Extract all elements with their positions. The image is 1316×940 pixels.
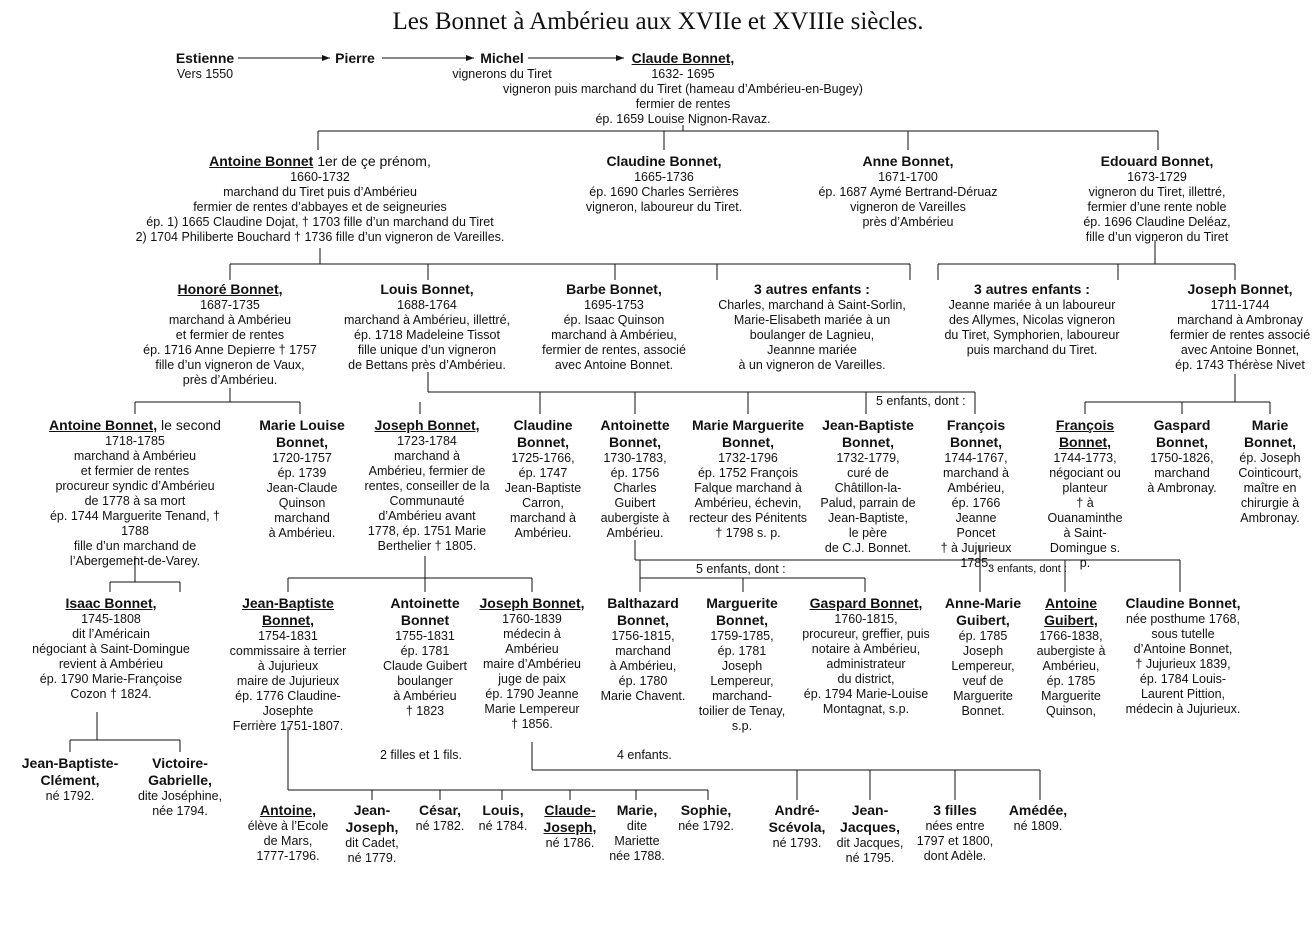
- person-detail: vigneron du Tiret, illettré,: [1088, 185, 1226, 199]
- person-detail: d’Antoine Bonnet,: [1133, 642, 1233, 656]
- person-detail: ép. 1747: [518, 466, 568, 480]
- person-name: Michel: [480, 50, 524, 66]
- antoinette-children-label: 3 enfants, dont :: [988, 563, 1067, 575]
- person-balthazard: [596, 595, 691, 704]
- person-detail: marchand à Ambérieu: [168, 313, 292, 327]
- person-detail: chirurgie à: [1240, 496, 1300, 510]
- person-honore: [130, 281, 330, 388]
- person-detail: planteur: [1062, 481, 1108, 495]
- person-detail: Ambérieu,: [1042, 659, 1100, 673]
- person-name: François Bonnet,: [946, 417, 1006, 450]
- person-autres3b: [932, 281, 1132, 358]
- person-anne1: [808, 153, 1008, 230]
- person-name: Jean-Baptiste Bonnet,: [242, 595, 334, 628]
- person-detail: boulanger de Lagnieu,: [749, 328, 875, 342]
- person-detail: Ambérieu: [505, 642, 559, 656]
- person-antoinette1: [595, 417, 675, 541]
- person-detail: ép. 1744 Marguerite Tenand, † 1788: [49, 509, 221, 538]
- person-detail: 2) 1704 Philiberte Bouchard † 1736 fille d’un vigneron de Vareilles.: [135, 230, 505, 244]
- person-detail: près d’Ambérieu: [862, 215, 954, 229]
- person-annemarie: [938, 595, 1028, 719]
- person-detail: dont Adèle.: [923, 849, 987, 863]
- person-detail: fermier d’une rente noble: [1087, 200, 1227, 214]
- person-detail: marchand-: [712, 689, 772, 703]
- person-antoine3: [1031, 595, 1111, 719]
- person-detail: 1720-1757: [272, 451, 332, 465]
- person-detail: ép. 1659 Louise Nignon-Ravaz.: [595, 112, 771, 126]
- person-detail: fille d’un vigneron du Tiret: [1085, 230, 1229, 244]
- person-detail: puis marchand du Tiret.: [966, 343, 1098, 357]
- person-detail: né 1792.: [45, 789, 95, 803]
- person-detail: 1671-1700: [878, 170, 938, 184]
- person-name: 3 autres enfants :: [754, 281, 870, 297]
- person-detail: à Ambronay.: [1147, 481, 1217, 495]
- person-detail: † 1798 s. p.: [715, 526, 781, 540]
- person-name: Honoré Bonnet,: [177, 281, 283, 297]
- person-detail: † à Jujurieux 1785.: [940, 541, 1012, 570]
- person-detail: Quinson,: [1045, 704, 1097, 718]
- person-detail: toilier de Tenay,: [698, 704, 786, 718]
- person-detail: ép. 1752 François: [697, 466, 799, 480]
- person-isaac: [11, 595, 211, 702]
- person-detail: Joseph: [962, 644, 1004, 658]
- person-detail: ép. 1718 Madeleine Tissot: [354, 328, 500, 342]
- person-detail: 1755-1831: [395, 629, 455, 643]
- person-marie1: [1235, 417, 1305, 526]
- person-detail: 1723-1784: [397, 434, 457, 448]
- person-detail: Marie-Elisabeth mariée à un: [733, 313, 891, 327]
- person-detail: veuf de: [962, 674, 1004, 688]
- person-name: Marie Marguerite Bonnet,: [691, 417, 805, 450]
- person-detail: né 1786.: [545, 836, 595, 850]
- person-detail: marchand: [1154, 466, 1210, 480]
- person-detail: ép. 1785: [1046, 674, 1096, 688]
- person-name: Louis,: [482, 802, 524, 818]
- person-detail: médecin à Jujurieux.: [1125, 702, 1241, 716]
- person-detail: à Jujurieux: [257, 659, 319, 673]
- antoinette2-children-note: 2 filles et 1 fils.: [380, 748, 462, 762]
- person-name-suffix: 1er de çe prénom,: [313, 153, 431, 169]
- antoine2-children-label: 5 enfants, dont :: [696, 562, 786, 576]
- person-detail: à Saint-: [1063, 526, 1107, 540]
- person-detail: Cozon † 1824.: [70, 687, 152, 701]
- person-detail: 1711-1744: [1210, 298, 1270, 312]
- person-name: Claudine Bonnet,: [513, 417, 573, 450]
- person-francois2: [1045, 417, 1125, 571]
- person-detail: 1754-1831: [258, 629, 318, 643]
- person-detail: administrateur: [826, 657, 906, 671]
- person-detail: du Tiret, Symphorien, laboureur: [944, 328, 1120, 342]
- person-detail: marchand à Ambronay: [1177, 313, 1303, 327]
- person-detail: à Ambérieu.: [268, 526, 336, 540]
- person-detail: ép. 1687 Aymé Bertrand-Déruaz: [818, 185, 998, 199]
- person-name: Amédée,: [1008, 802, 1068, 818]
- person-name: César,: [418, 802, 462, 818]
- person-detail: Bonnet.: [961, 704, 1005, 718]
- person-detail: 1745-1808: [81, 612, 141, 626]
- person-amedee: [938, 802, 1138, 834]
- person-detail: Jeannne mariée: [767, 343, 857, 357]
- person-detail: 1744-1767,: [944, 451, 1008, 465]
- person-claudine1: [564, 153, 764, 215]
- person-detail: juge de paix: [498, 672, 566, 686]
- person-detail: ép. 1696 Claudine Deléaz,: [1083, 215, 1231, 229]
- person-detail: né 1779.: [347, 851, 397, 865]
- person-detail: Ambérieu, fermier de: [368, 464, 486, 478]
- person-detail: négociant à Saint-Domingue: [32, 642, 190, 656]
- person-detail: marchand: [274, 511, 330, 525]
- person-name: Gaspard Bonnet,: [809, 595, 923, 611]
- person-detail: ép. 1781: [400, 644, 450, 658]
- person-name: Gaspard Bonnet,: [1153, 417, 1211, 450]
- person-detail: Marguerite: [1041, 689, 1101, 703]
- person-detail: Châtillon-la-: [834, 481, 902, 495]
- person-detail: ép. 1794 Marie-Louise: [803, 687, 929, 701]
- person-detail: avec Antoine Bonnet.: [554, 358, 674, 372]
- person-name: Marie,: [616, 802, 658, 818]
- person-detail: procureur syndic d’Ambérieu: [55, 479, 215, 493]
- person-detail: 1732-1779,: [836, 451, 900, 465]
- person-detail: 1759-1785,: [710, 629, 774, 643]
- person-detail: né 1795.: [845, 851, 895, 865]
- person-detail: Guibert: [614, 496, 656, 510]
- person-jbaptiste1: [813, 417, 923, 556]
- person-detail: † Jujurieux 1839,: [1135, 657, 1231, 671]
- person-detail: marchand à Ambérieu, illettré,: [343, 313, 511, 327]
- person-detail: ép. 1766: [951, 496, 1001, 510]
- person-detail: Charles: [613, 481, 657, 495]
- person-name: Jean-Joseph,: [345, 802, 399, 835]
- person-detail: 1732-1796: [718, 451, 778, 465]
- person-detail: de 1778 à sa mort: [84, 494, 186, 508]
- person-detail: 1718-1785: [105, 434, 165, 448]
- person-detail: Communauté: [389, 494, 465, 508]
- person-name: Estienne: [175, 50, 235, 66]
- person-detail: 1777-1796.: [256, 849, 320, 863]
- person-name: Anne Bonnet,: [862, 153, 954, 169]
- person-detail: Ambérieu.: [606, 526, 664, 540]
- person-gaspard1: [1142, 417, 1222, 496]
- person-detail: fermier de rentes d’abbayes et de seigneuries: [193, 200, 447, 214]
- person-name: Joseph Bonnet,: [479, 595, 585, 611]
- person-detail: commissaire à terrier: [229, 644, 347, 658]
- person-detail: Ambérieu, échevin,: [694, 496, 802, 510]
- person-detail: 1725-1766,: [511, 451, 575, 465]
- person-name: Jean-Jacques,: [840, 802, 900, 835]
- person-detail: Lempereur,: [710, 674, 774, 688]
- person-detail: marchand du Tiret puis d’Ambérieu: [223, 185, 417, 199]
- person-name: Louis Bonnet,: [380, 281, 474, 297]
- person-detail: 1760-1815,: [834, 612, 898, 626]
- person-detail: Montagnat, s.p.: [822, 702, 910, 716]
- person-jbaptiste2: [223, 595, 353, 734]
- person-detail: à un vigneron de Vareilles.: [738, 358, 886, 372]
- person-detail: dite: [626, 819, 648, 833]
- person-name: Anne-Marie Guibert,: [944, 595, 1022, 628]
- person-detail: procureur, greffier, puis: [802, 627, 930, 641]
- person-detail: Claude Guibert: [382, 659, 468, 673]
- person-detail: maire de Jujurieux: [236, 674, 340, 688]
- person-louis: [327, 281, 527, 373]
- person-detail: dit Jacques,: [836, 836, 904, 850]
- person-name: Marguerite Bonnet,: [706, 595, 778, 628]
- person-joseph1: [1140, 281, 1316, 373]
- person-name: 3 filles: [933, 802, 977, 818]
- person-francois1: [936, 417, 1016, 571]
- person-name: Jean-Baptiste-Clément,: [21, 755, 119, 788]
- person-detail: marchand à Ambérieu,: [551, 328, 677, 342]
- person-name: Marie Louise Bonnet,: [259, 417, 345, 450]
- person-name: Joseph Bonnet,: [374, 417, 480, 433]
- person-detail: Berthelier † 1805.: [377, 539, 477, 553]
- person-detail: fermier de rentes associé: [1169, 328, 1311, 342]
- person-detail: 1665-1736: [634, 170, 694, 184]
- person-detail: 1632- 1695: [651, 67, 715, 81]
- person-name: Claudine Bonnet,: [1125, 595, 1241, 611]
- person-name: Claudine Bonnet,: [606, 153, 722, 169]
- person-detail: née 1792.: [678, 819, 734, 833]
- person-detail: de Bettans près d’Ambérieu.: [348, 358, 506, 372]
- person-name: Isaac Bonnet,: [65, 595, 157, 611]
- person-detail: ép. 1776 Claudine-Josephte: [235, 689, 341, 718]
- louis-children-label: 5 enfants, dont :: [876, 394, 966, 408]
- person-detail: Ferrière 1751-1807.: [232, 719, 344, 733]
- person-antoine1: [120, 153, 520, 245]
- person-detail: né 1784.: [478, 819, 528, 833]
- person-detail: et fermier de rentes: [80, 464, 190, 478]
- person-name: Victoire-Gabrielle,: [148, 755, 212, 788]
- person-claude: [483, 50, 883, 127]
- person-detail: fille d’un vigneron de Vaux,: [155, 358, 305, 372]
- person-detail: vigneron, laboureur du Tiret.: [585, 200, 743, 214]
- person-detail: ép. 1780: [618, 674, 668, 688]
- person-detail: d’Ambérieu avant: [378, 509, 476, 523]
- person-claudine2: [503, 417, 583, 541]
- person-detail: ép. Joseph: [1239, 451, 1301, 465]
- person-name: Antoine Guibert,: [1044, 595, 1098, 628]
- person-detail: Jean-Baptiste: [504, 481, 582, 495]
- person-detail: ép. 1781: [717, 644, 767, 658]
- person-barbe: [514, 281, 714, 373]
- person-detail: ép. 1690 Charles Serrières: [589, 185, 739, 199]
- person-detail: médecin à: [503, 627, 561, 641]
- person-detail: fille unique d’un vigneron: [357, 343, 497, 357]
- person-detail: à Ambérieu: [393, 689, 457, 703]
- person-detail: boulanger: [397, 674, 453, 688]
- person-detail: de Mars,: [263, 834, 313, 848]
- person-detail: vigneron puis marchand du Tiret (hameau d’Ambérieu-en-Bugey): [503, 82, 863, 96]
- person-detail: s.p.: [731, 719, 753, 733]
- person-detail: née 1788.: [609, 849, 665, 863]
- person-detail: ép. 1) 1665 Claudine Dojat, † 1703 fille d’un marchand du Tiret: [146, 215, 494, 229]
- person-detail: avec Antoine Bonnet,: [1180, 343, 1300, 357]
- person-detail: élève à l’Ecole: [247, 819, 329, 833]
- person-detail: fermier de rentes: [635, 97, 731, 111]
- person-name: André-Scévola,: [768, 802, 826, 835]
- person-name: Balthazard Bonnet,: [607, 595, 679, 628]
- person-detail: ép. 1739: [277, 466, 327, 480]
- person-claudine3: [1123, 595, 1243, 717]
- person-detail: 1750-1826,: [1150, 451, 1214, 465]
- person-detail: Palud, parrain de: [820, 496, 916, 510]
- person-detail: 1797 et 1800,: [916, 834, 994, 848]
- person-detail: négociant ou: [1049, 466, 1121, 480]
- person-detail: 1660-1732: [290, 170, 350, 184]
- person-detail: 1756-1815,: [611, 629, 675, 643]
- person-detail: Charles, marchand à Saint-Sorlin,: [718, 298, 906, 312]
- person-detail: 1673-1729: [1127, 170, 1187, 184]
- person-detail: Jeanne Poncet: [955, 511, 997, 540]
- person-name: Marie Bonnet,: [1243, 417, 1297, 450]
- person-detail: dit l’Américain: [72, 627, 150, 641]
- person-antoine2: [35, 417, 235, 569]
- person-detail: marchand à: [942, 466, 1009, 480]
- person-detail: aubergiste à: [1036, 644, 1106, 658]
- page-title: Les Bonnet à Ambérieu aux XVIIe et XVIIIe siècles.: [392, 8, 924, 35]
- person-detail: maître en: [1243, 481, 1297, 495]
- person-detail: sous tutelle: [1151, 627, 1215, 641]
- person-detail: 1760-1839: [502, 612, 562, 626]
- person-detail: marchand à: [509, 511, 576, 525]
- person-detail: Laurent Pittion,: [1140, 687, 1226, 701]
- person-detail: Ambronay.: [1240, 511, 1300, 525]
- person-detail: marchand à Ambérieu: [73, 449, 197, 463]
- person-detail: Falque marchand à: [694, 481, 802, 495]
- person-name: Claude Bonnet,: [631, 50, 735, 66]
- person-detail: 1687-1735: [200, 298, 260, 312]
- person-detail: dit Cadet,: [345, 836, 399, 850]
- person-name: François Bonnet,: [1055, 417, 1115, 450]
- person-detail: née posthume 1768,: [1126, 612, 1240, 626]
- person-detail: Cointicourt,: [1238, 466, 1302, 480]
- person-detail: Vers 1550: [176, 67, 234, 81]
- person-name-suffix: le second: [157, 417, 221, 433]
- person-detail: ép. 1756: [610, 466, 660, 480]
- person-detail: marchand: [615, 644, 671, 658]
- person-detail: Jeanne mariée à un laboureur: [948, 298, 1116, 312]
- person-detail: ép. 1790 Marie-Françoise: [39, 672, 183, 686]
- person-detail: † 1823: [405, 704, 445, 718]
- person-detail: ép. 1743 Thérèse Nivet: [1175, 358, 1305, 372]
- person-joseph2: [327, 417, 527, 554]
- person-jbclement: [15, 755, 125, 804]
- person-detail: de C.J. Bonnet.: [824, 541, 912, 555]
- person-detail: 1730-1783,: [603, 451, 667, 465]
- person-detail: 1778, ép. 1751 Marie: [367, 524, 487, 538]
- person-detail: à Ambérieu,: [609, 659, 677, 673]
- person-detail: né 1782.: [415, 819, 465, 833]
- person-edouard1: [1057, 153, 1257, 245]
- person-detail: ép. 1784 Louis-: [1139, 672, 1227, 686]
- person-detail: ép. 1716 Anne Depierre † 1757: [143, 343, 317, 357]
- person-detail: le père: [848, 526, 888, 540]
- person-detail: et fermier de rentes: [175, 328, 285, 342]
- person-detail: ép. 1785: [958, 629, 1008, 643]
- person-detail: † 1856.: [511, 717, 553, 731]
- person-detail: curé de: [847, 466, 889, 480]
- person-detail: revient à Ambérieu: [58, 657, 164, 671]
- person-detail: dite Joséphine,: [137, 789, 223, 803]
- person-detail: Marguerite: [953, 689, 1013, 703]
- person-name: Antoine,: [260, 802, 316, 818]
- person-name: Edouard Bonnet,: [1100, 153, 1214, 169]
- person-andre: [762, 802, 832, 851]
- person-detail: près d’Ambérieu.: [182, 373, 278, 387]
- person-detail: marchand à: [393, 449, 460, 463]
- person-detail: Jean-Baptiste,: [828, 511, 908, 525]
- person-mariemarg: [683, 417, 813, 541]
- person-detail: l’Abergement-de-Varey.: [69, 554, 201, 568]
- person-name: Antoinette Bonnet,: [600, 417, 670, 450]
- person-detail: notaire à Ambérieu,: [811, 642, 921, 656]
- person-detail: 1766-1838,: [1039, 629, 1103, 643]
- person-detail: vigneron de Vareilles: [850, 200, 966, 214]
- balthazard-children-note: 4 enfants.: [617, 748, 672, 762]
- person-detail: vignerons du Tiret: [452, 67, 552, 81]
- person-name: Sophie,: [680, 802, 732, 818]
- person-name: Antoine Bonnet: [209, 153, 314, 169]
- person-detail: fermier de rentes, associé: [542, 343, 686, 357]
- person-detail: né 1809.: [1013, 819, 1063, 833]
- person-detail: nées entre: [925, 819, 985, 833]
- person-detail: Ambérieu.: [514, 526, 572, 540]
- person-name: 3 autres enfants :: [974, 281, 1090, 297]
- person-name: Jean-Baptiste Bonnet,: [822, 417, 914, 450]
- person-detail: 1688-1764: [397, 298, 457, 312]
- person-detail: Quinson: [278, 496, 326, 510]
- person-detail: des Allymes, Nicolas vigneron: [948, 313, 1116, 327]
- person-detail: 1695-1753: [584, 298, 644, 312]
- person-detail: née 1794.: [152, 804, 208, 818]
- person-detail: recteur des Pénitents: [688, 511, 808, 525]
- person-detail: Carron,: [522, 496, 564, 510]
- person-name: Claude-Joseph,: [543, 802, 597, 835]
- person-detail: ép. 1790 Jeanne: [485, 687, 579, 701]
- person-detail: Jean-Claude: [266, 481, 338, 495]
- person-name: Joseph Bonnet,: [1187, 281, 1293, 297]
- person-detail: fille d’un marchand de: [73, 539, 197, 553]
- person-gaspard2: [796, 595, 936, 717]
- person-detail: Lempereur,: [951, 659, 1015, 673]
- person-detail: Mariette: [614, 834, 660, 848]
- person-detail: aubergiste à: [600, 511, 670, 525]
- person-name: Antoinette Bonnet: [390, 595, 460, 628]
- person-detail: † à Ouanaminthe: [1047, 496, 1123, 525]
- person-detail: du district,: [837, 672, 895, 686]
- person-detail: Marie Lempereur: [484, 702, 580, 716]
- person-detail: rentes, conseiller de la: [364, 479, 490, 493]
- person-detail: né 1793.: [772, 836, 822, 850]
- person-detail: Domingue s. p.: [1049, 541, 1121, 570]
- person-detail: Ambérieu,: [947, 481, 1005, 495]
- person-detail: 1744-1773,: [1053, 451, 1117, 465]
- person-marguerite: [695, 595, 790, 734]
- person-detail: Marie Chavent.: [600, 689, 686, 703]
- person-name: Pierre: [335, 50, 375, 66]
- person-detail: Joseph: [721, 659, 763, 673]
- person-name: Antoine Bonnet,: [49, 417, 158, 433]
- person-name: Barbe Bonnet,: [566, 281, 662, 297]
- person-detail: ép. Isaac Quinson: [563, 313, 665, 327]
- person-autres3a: [712, 281, 912, 373]
- person-detail: maire d’Ambérieu: [483, 657, 581, 671]
